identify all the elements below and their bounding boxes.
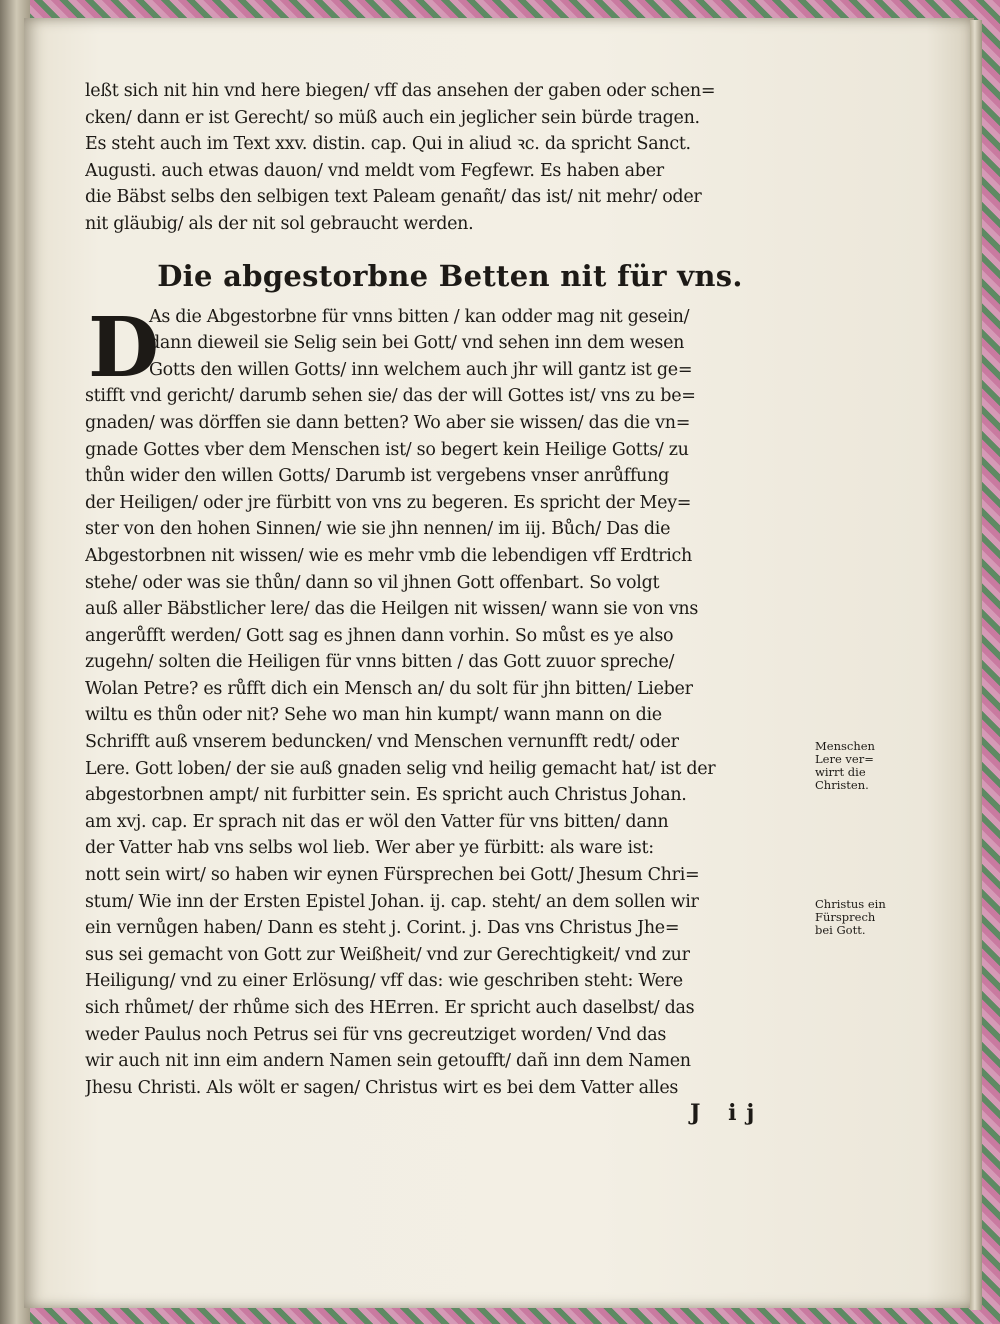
text-line: wir auch nit inn eim andern Namen sein getoufft/ dañ inn dem Namen: [85, 1051, 691, 1072]
text-line: Abgestorbnen nit wissen/ wie es mehr vmb die lebendigen vff Erdtrich: [85, 545, 692, 566]
initial-indented-lines: [85, 300, 815, 396]
text-line: leßt sich nit hin vnd here biegen/ vff das ansehen der gaben oder schen=: [85, 81, 716, 101]
text-line: Heiligung/ vnd zu einer Erlösung/ vff das: wie geschriben steht: Were: [85, 971, 683, 992]
text-line: stifft vnd gericht/ darumb sehen sie/ das der will Gottes ist/ vns zu be=: [85, 386, 696, 407]
text-line: Lere. Gott loben/ der sie auß gnaden selig vnd heilig gemacht hat/ ist der: [85, 758, 716, 779]
signature-mark: J ij: [690, 1100, 765, 1126]
text-line: abgestorbnen ampt/ nit furbitter sein. Es spricht auch Christus Johan.: [85, 785, 687, 806]
text-line: angerůfft werden/ Gott sag es jhnen dann vorhin. So můst es ye also: [85, 625, 674, 646]
text-line: weder Paulus noch Petrus sei für vns gecreutziget worden/ Vnd das: [85, 1024, 667, 1045]
text-line: gnaden/ was dörffen sie dann betten? Wo aber sie wissen/ das die vn=: [85, 412, 691, 433]
margin-note-line: wirrt die: [815, 765, 866, 779]
text-line: cken/ dann er ist Gerecht/ so müß auch ein jeglicher sein bürde tragen.: [85, 107, 700, 128]
text-line: Es steht auch im Text xxv. distin. cap. Qui in aliud ꝛc. da spricht Sanct.: [85, 134, 691, 155]
text-line: stum/ Wie inn der Ersten Epistel Johan. ij. cap. steht/ an dem sollen wir: [85, 891, 699, 912]
text-line: Schrifft auß vnserem beduncken/ vnd Menschen vernunfft redt/ oder: [85, 732, 679, 753]
decorated-initial-letter: D: [88, 300, 160, 396]
text-line: auß aller Bäbstlicher lere/ das die Heilgen nit wissen/ wann sie von vns: [85, 599, 699, 620]
text-line: ein vernůgen haben/ Dann es steht j. Corint. j. Das vns Christus Jhe=: [85, 918, 680, 939]
text-line: nit gläubig/ als der nit sol gebraucht werden.: [85, 213, 474, 234]
text-line: wiltu es thůn oder nit? Sehe wo man hin kumpt/ wann mann on die: [85, 705, 662, 726]
margin-note-line: Christus ein: [815, 897, 886, 911]
text-line: Augusti. auch etwas dauon/ vnd meldt vom Fegfewr. Es haben aber: [85, 160, 664, 181]
margin-note-line: bei Gott.: [815, 923, 866, 937]
text-line: As die Abgestorbne für vnns bitten / kan odder mag nit gesein/: [149, 306, 690, 327]
text-line: nott sein wirt/ so haben wir eynen Fürsprechen bei Gott/ Jhesum Chri=: [85, 865, 700, 886]
text-line: der Vatter hab vns selbs wol lieb. Wer aber ye fürbitt: als ware ist:: [85, 838, 654, 859]
margin-note-line: Lere ver=: [815, 752, 874, 766]
opening-paragraph: [85, 78, 815, 238]
text-line: am xvj. cap. Er sprach nit das er wöl den Vatter für vns bitten/ dann: [85, 811, 669, 832]
text-line: sus sei gemacht von Gott zur Weißheit/ vnd zur Gerechtigkeit/ vnd zur: [85, 944, 690, 965]
text-line: dann dieweil sie Selig sein bei Gott/ vnd sehen inn dem wesen: [149, 333, 685, 354]
text-line: thůn wider den willen Gotts/ Darumb ist vergebens vnser anrůffung: [85, 466, 669, 487]
text-line: gnade Gottes vber dem Menschen ist/ so begert kein Heilige Gotts/ zu: [85, 439, 689, 460]
section-paragraph: [85, 300, 815, 1102]
text-line: sich rhůmet/ der rhůme sich des HErren. Er spricht auch daselbst/ das: [85, 998, 695, 1018]
margin-note-line: Menschen: [815, 739, 875, 753]
text-line: Wolan Petre? es růfft dich ein Mensch an/ du solt für jhn bitten/ Lieber: [85, 678, 693, 699]
margin-note-menschen-lere: [815, 740, 905, 792]
text-line: stehe/ oder was sie thůn/ dann so vil jhnen Gott offenbart. So volgt: [85, 572, 660, 593]
text-line: der Heiligen/ oder jre fürbitt von vns zu begeren. Es spricht der Mey=: [85, 492, 692, 513]
text-line: zugehn/ solten die Heiligen für vnns bitten / das Gott zuuor spreche/: [85, 652, 675, 673]
text-line: Gotts den willen Gotts/ inn welchem auch jhr will gantz ist ge=: [149, 359, 693, 380]
section-heading: Die abgestorbne Betten nit für vns.: [157, 258, 743, 293]
text-line: die Bäbst selbs den selbigen text Paleam genañt/ das ist/ nit mehr/ oder: [85, 187, 702, 208]
text-line: ster von den hohen Sinnen/ wie sie jhn nennen/ im iij. Bůch/ Das die: [85, 519, 671, 540]
margin-note-line: Christen.: [815, 778, 869, 792]
margin-note-christus-fuersprech: [815, 898, 905, 937]
text-line: Jhesu Christi. Als wölt er sagen/ Christus wirt es bei dem Vatter alles: [85, 1077, 679, 1098]
page-stack-edge: [970, 20, 982, 1310]
margin-note-line: Fürsprech: [815, 910, 876, 924]
page-text: [85, 78, 815, 1101]
